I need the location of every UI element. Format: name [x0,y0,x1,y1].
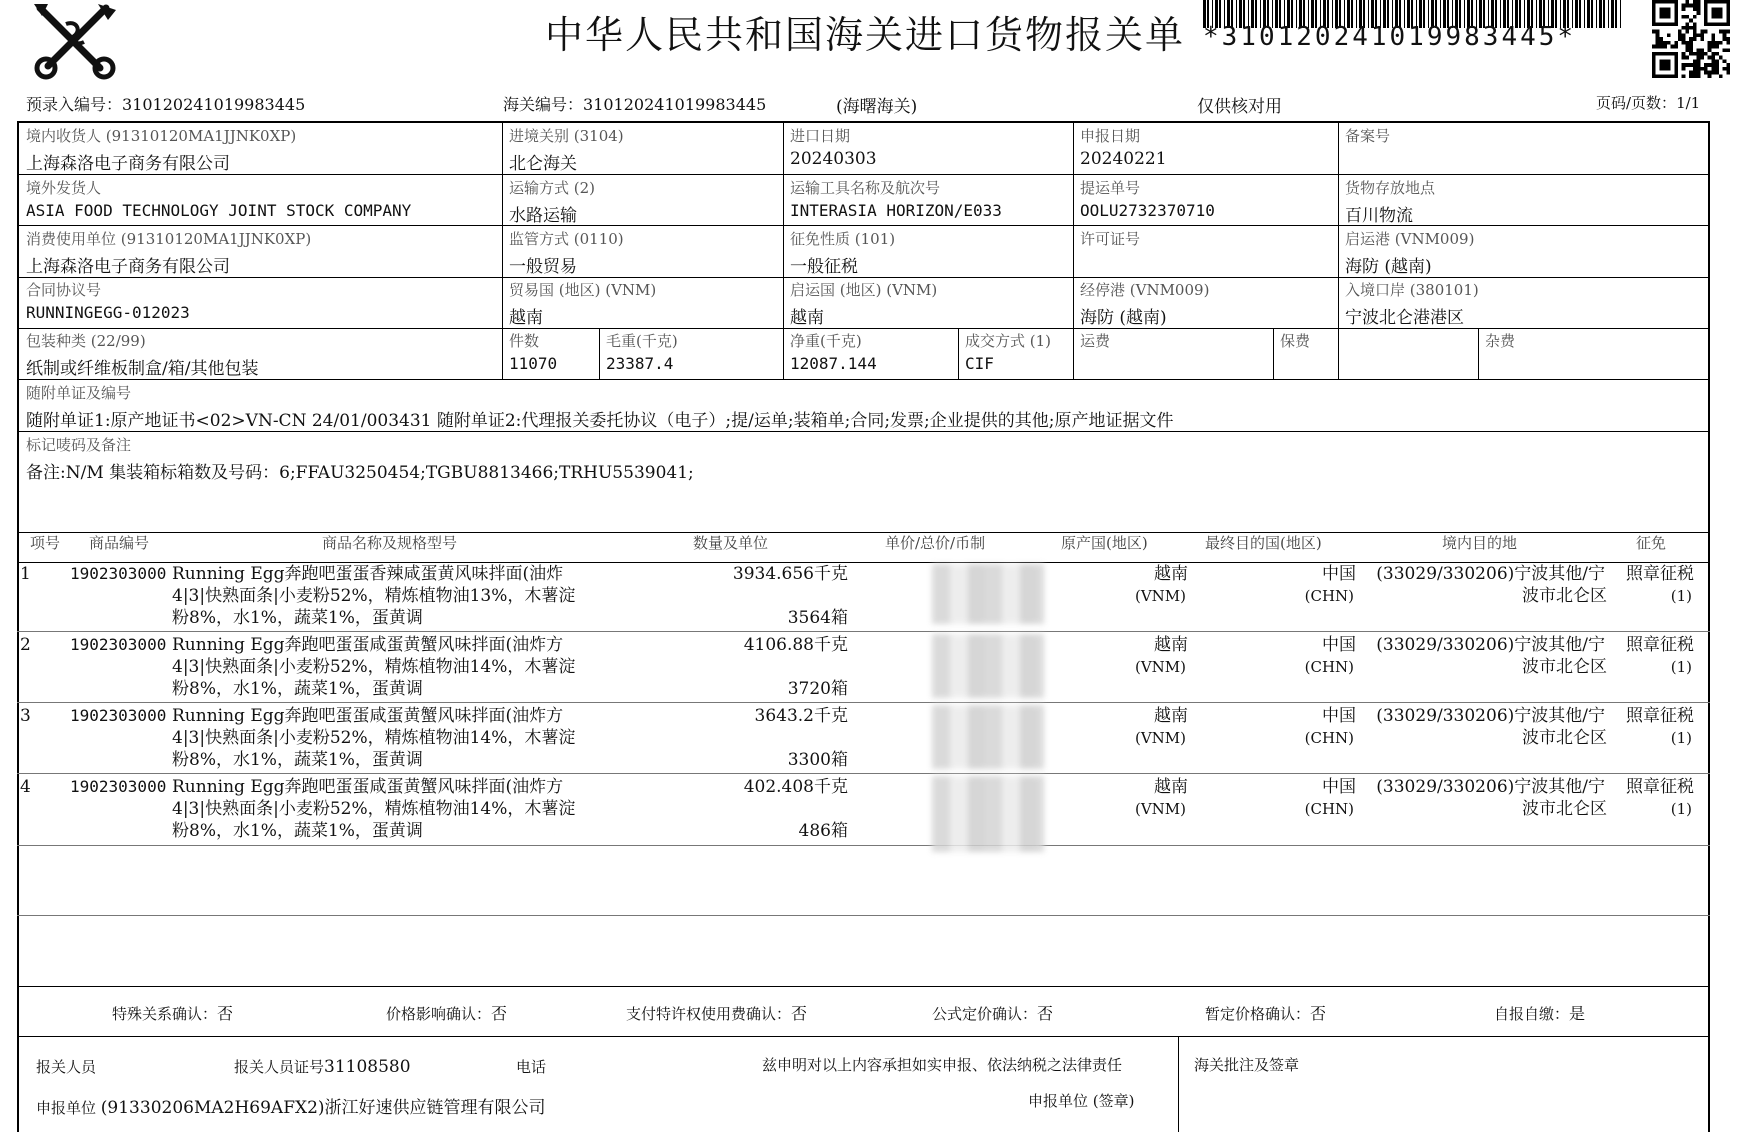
item-name-line1: Running Egg奔跑吧蛋蛋咸蛋黄蟹风味拌面(油炸方 [172,777,564,797]
record-number-field: 备案号 [1345,127,1391,145]
item-name-line3: 粉8%，水1%，蔬菜1%，蛋黄调 [172,750,423,770]
broker-cert: 报关人员证号31108580 [234,1057,411,1077]
shipper-field: 境外发货人 ASIA FOOD TECHNOLOGY JOINT STOCK COMPANY [26,179,412,220]
item-packages: 3300箱 [787,750,848,770]
item-dest: 中国 [1322,706,1356,726]
col-unit-total-price: 单价/总价/币制 [885,534,986,552]
item-quantity: 4106.88千克 [743,635,848,655]
item-domestic-line2: 波市北仑区 [1522,586,1607,606]
item-tax-code: (1) [1670,587,1692,605]
barcode-number: *310120241019983445* [1203,22,1577,52]
item-packages: 3720箱 [787,679,848,699]
item-origin-code: (VNM) [1134,800,1186,818]
item-name-line1: Running Egg奔跑吧蛋蛋咸蛋黄蟹风味拌面(油炸方 [172,706,564,726]
col-origin-country: 原产国(地区) [1061,534,1148,552]
item-dest: 中国 [1322,777,1356,797]
item-no: 2 [20,635,31,655]
item-tax: 照章征税 [1626,706,1694,726]
supervision-mode-field: 监管方式 (0110) 一般贸易 [509,230,624,277]
item-name-line1: Running Egg奔跑吧蛋蛋香辣咸蛋黄风味拌面(油炸 [172,564,564,584]
item-name-line1: Running Egg奔跑吧蛋蛋咸蛋黄蟹风味拌面(油炸方 [172,635,564,655]
formula-pricing-confirm: 公式定价确认：否 [932,1004,1054,1023]
item-dest: 中国 [1322,564,1356,584]
item-name-line3: 粉8%，水1%，蔬菜1%，蛋黄调 [172,608,423,628]
item-tax: 照章征税 [1626,777,1694,797]
attached-documents-field: 随附单证及编号 随附单证1:原产地证书<02>VN-CN 24/01/003431 随附单证2:代理报关委托协议（电子）;提/运单;装箱单;合同;发票;企业提供的其他;原产地证据文件 [26,384,1174,431]
license-field: 许可证号 [1080,230,1141,248]
item-dest-code: (CHN) [1304,587,1354,605]
customs-emblem-logo [26,0,122,80]
self-declare-confirm: 自报自缴：是 [1494,1004,1586,1023]
customs-office: (海曙海关) [836,97,918,117]
item-domestic-line1: (33029/330206)宁波其他/宁 [1376,706,1605,726]
special-relation-confirm: 特殊关系确认：否 [112,1004,234,1023]
declarant-unit: 申报单位 (91330206MA2H69AFX2)浙江好速供应链管理有限公司 [36,1098,546,1118]
col-commodity-name: 商品名称及规格型号 [322,534,458,552]
item-dest-code: (CHN) [1304,800,1354,818]
customs-number: 海关编号：310120241019983445 [503,95,767,114]
transport-mode-field: 运输方式 (2) 水路运输 [509,179,596,226]
item-domestic-line1: (33029/330206)宁波其他/宁 [1376,635,1605,655]
item-origin: 越南 [1154,564,1188,584]
deal-mode-field: 成交方式 (1) CIF [965,332,1052,373]
col-domestic-destination: 境内目的地 [1442,534,1518,552]
item-no: 1 [20,564,31,584]
contract-field: 合同协议号 RUNNINGEGG-012023 [26,281,190,322]
item-dest: 中国 [1322,635,1356,655]
freight-field: 运费 [1080,332,1111,350]
redacted-price [932,634,1044,698]
qr-code-image [1648,0,1734,78]
redacted-price [932,564,1044,624]
col-final-destination: 最终目的国(地区) [1205,534,1322,552]
item-name-line3: 粉8%，水1%，蔬菜1%，蛋黄调 [172,679,423,699]
item-name-line2: 4|3|快熟面条|小麦粉52%，精炼植物油14%，木薯淀 [172,799,576,819]
item-quantity: 3643.2千克 [754,706,848,726]
customs-note-label: 海关批注及签章 [1194,1056,1300,1074]
item-tax: 照章征税 [1626,635,1694,655]
item-origin: 越南 [1154,777,1188,797]
phone-label: 电话 [516,1058,547,1076]
item-domestic-line1: (33029/330206)宁波其他/宁 [1376,777,1605,797]
item-name-line2: 4|3|快熟面条|小麦粉52%，精炼植物油14%，木薯淀 [172,728,576,748]
col-commodity-code: 商品编号 [89,534,150,552]
misc-fee-field: 杂费 [1485,332,1516,350]
verify-note: 仅供核对用 [1197,97,1282,117]
consumer-unit-field: 消费使用单位 (91310120MA1JJNK0XP) 上海森洛电子商务有限公司 [26,230,312,277]
item-code: 1902303000 [70,706,167,725]
item-no: 3 [20,706,31,726]
gross-weight-field: 毛重(千克) 23387.4 [606,332,678,373]
col-item-no: 项号 [30,534,61,552]
col-quantity-unit: 数量及单位 [693,534,769,552]
consignee-field: 境内收货人 (91310120MA1JJNK0XP) 上海森洛电子商务有限公司 [26,127,297,174]
marks-remarks-field: 标记唛码及备注 备注:N/M 集装箱标箱数及号码：6;FFAU3250454;TGBU8813466;TRHU5539041; [26,436,694,483]
item-origin-code: (VNM) [1134,587,1186,605]
redacted-price [932,705,1044,769]
item-code: 1902303000 [70,777,167,796]
document-title: 中华人民共和国海关进口货物报关单 [545,13,1186,57]
item-tax-code: (1) [1670,658,1692,676]
item-packages: 3564箱 [787,608,848,628]
pieces-field: 件数 11070 [509,332,558,373]
price-impact-confirm: 价格影响确认：否 [386,1004,508,1023]
item-quantity: 3934.656千克 [732,564,848,584]
net-weight-field: 净重(千克) 12087.144 [790,332,877,373]
item-domestic-line2: 波市北仑区 [1522,657,1607,677]
item-origin: 越南 [1154,635,1188,655]
broker-label: 报关人员 [36,1058,97,1076]
item-name-line2: 4|3|快熟面条|小麦粉52%，精炼植物油13%，木薯淀 [172,586,576,606]
item-code: 1902303000 [70,635,167,654]
entry-port-field: 入境口岸 (380101) 宁波北仑港港区 [1345,281,1479,328]
departure-port-field: 启运港 (VNM009) 海防 (越南) [1345,230,1475,277]
redacted-price [932,776,1044,852]
item-domestic-line2: 波市北仑区 [1522,728,1607,748]
entry-customs-field: 进境关别 (3104) 北仑海关 [509,127,624,174]
trade-country-field: 贸易国 (地区) (VNM) 越南 [509,281,657,328]
item-origin-code: (VNM) [1134,729,1186,747]
item-quantity: 402.408千克 [743,777,848,797]
storage-location-field: 货物存放地点 百川物流 [1345,179,1436,226]
declare-date-field: 申报日期 20240221 [1080,127,1167,169]
tax-nature-field: 征免性质 (101) 一般征税 [790,230,896,277]
col-tax-exemption: 征免 [1636,534,1667,552]
pre-entry-number: 预录入编号：310120241019983445 [26,95,306,114]
package-type-field: 包装种类 (22/99) 纸制或纤维板制盒/箱/其他包装 [26,332,259,379]
item-no: 4 [20,777,31,797]
item-name-line2: 4|3|快熟面条|小麦粉52%，精炼植物油14%，木薯淀 [172,657,576,677]
item-origin-code: (VNM) [1134,658,1186,676]
page-indicator: 页码/页数：1/1 [1596,94,1701,112]
item-domestic-line2: 波市北仑区 [1522,799,1607,819]
stop-port-field: 经停港 (VNM009) 海防 (越南) [1080,281,1210,328]
import-date-field: 进口日期 20240303 [790,127,877,169]
legal-declaration: 兹申明对以上内容承担如实申报、依法纳税之法律责任 [762,1056,1123,1074]
item-origin: 越南 [1154,706,1188,726]
seal-label: 申报单位 (签章) [1028,1092,1135,1110]
ship-country-field: 启运国 (地区) (VNM) 越南 [790,281,938,328]
provisional-price-confirm: 暂定价格确认：否 [1205,1004,1327,1023]
item-domestic-line1: (33029/330206)宁波其他/宁 [1376,564,1605,584]
item-packages: 486箱 [798,821,848,841]
bill-number-field: 提运单号 OOLU2732370710 [1080,179,1215,220]
item-tax-code: (1) [1670,729,1692,747]
item-dest-code: (CHN) [1304,729,1354,747]
item-code: 1902303000 [70,564,167,583]
item-dest-code: (CHN) [1304,658,1354,676]
item-tax-code: (1) [1670,800,1692,818]
item-name-line3: 粉8%，水1%，蔬菜1%，蛋黄调 [172,821,423,841]
item-tax: 照章征税 [1626,564,1694,584]
insurance-field: 保费 [1280,332,1311,350]
vessel-field: 运输工具名称及航次号 INTERASIA HORIZON/E033 [790,179,1002,220]
royalty-confirm: 支付特许权使用费确认：否 [626,1004,808,1023]
